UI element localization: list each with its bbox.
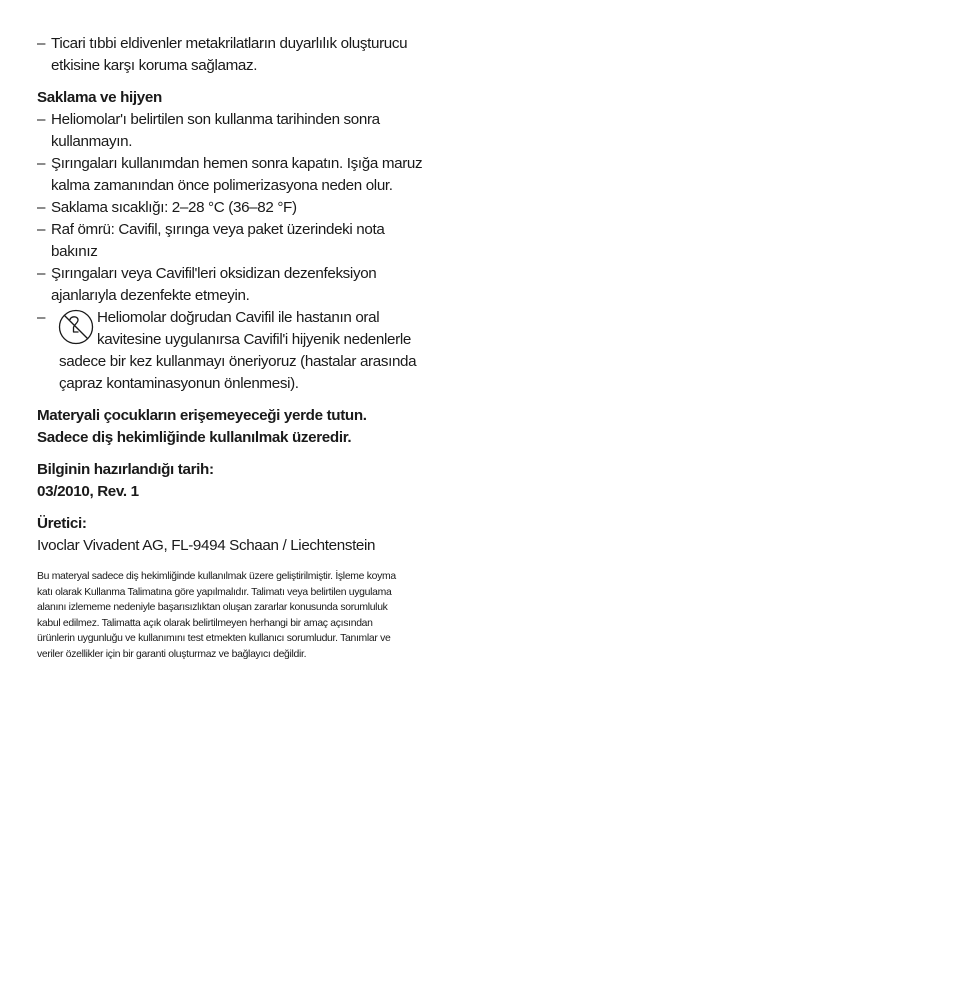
bullet-line: Saklama sıcaklığı: 2–28 °C (36–82 °F) xyxy=(51,199,297,216)
bullet-line: Heliomolar doğrudan Cavifil ile hastanın oral xyxy=(97,309,380,326)
storage-bullet xyxy=(37,109,457,153)
bullet-line: etkisine karşı koruma sağlamaz. xyxy=(51,57,258,74)
warning-line: Materyali çocukların erişemeyeceği yerde tutun. xyxy=(37,407,367,424)
bullet-text xyxy=(51,197,457,219)
bullet-line: çapraz kontaminasyonun önlenmesi). xyxy=(59,375,299,392)
disclaimer-line: kabul edilmez. Talimatta açık olarak belirtilmeyen herhangi bir amaç açısından xyxy=(37,617,373,629)
manufacturer-label: Üretici: xyxy=(37,515,87,532)
disclaimer-line: Bu materyal sadece diş hekimliğinde kullanılmak üzere geliştirilmiştir. İşleme koyma xyxy=(37,571,396,582)
bullet-text xyxy=(51,33,457,77)
bullet-line: Heliomolar'ı belirtilen son kullanma tarihinden sonra xyxy=(51,111,380,128)
storage-bullet xyxy=(37,219,457,263)
bullet-line: Şırıngaları veya Cavifil'leri oksidizan dezenfeksiyon xyxy=(51,265,377,282)
bullet-line: kavitesine uygulanırsa Cavifil'i hijyenik nedenlerle xyxy=(97,331,411,348)
storage-bullet xyxy=(37,197,457,219)
bullet-line: kullanmayın. xyxy=(51,133,133,150)
disclaimer-line: veriler özellikler için bir garanti oluşturmaz ve bağlayıcı değildir. xyxy=(37,648,307,660)
bullet-dash: – xyxy=(37,35,46,52)
bullet-text xyxy=(51,109,457,153)
disclaimer-line: katı olarak Kullanma Talimatına göre yapılmalıdır. Talimatı veya belirtilen uygulama xyxy=(37,586,392,598)
bullet-line: Şırıngaları kullanımdan hemen sonra kapatın. Işığa maruz xyxy=(51,155,423,172)
bullet-text xyxy=(51,153,457,197)
bullet-dash: – xyxy=(37,111,46,128)
manufacturer-block xyxy=(37,513,457,557)
bullet-dash: – xyxy=(37,199,46,216)
disclaimer-line: ürünlerin uygunluğu ve kullanımını test etmekten kullanıcı sorumludur. Tanımlar ve xyxy=(37,633,391,644)
warning-line: Sadece diş hekimliğinde kullanılmak üzeredir. xyxy=(37,429,352,446)
bullet-line: kalma zamanından önce polimerizasyona neden olur. xyxy=(51,177,393,194)
date-block xyxy=(37,459,457,503)
manufacturer-value: Ivoclar Vivadent AG, FL-9494 Schaan / Liechtenstein xyxy=(37,537,376,554)
disclaimer-line: alanını izlememe nedeniyle başarısızlıktan oluşan zararlar konusunda sorumluluk xyxy=(37,602,388,613)
document-page xyxy=(37,33,457,662)
bullet-line: bakınız xyxy=(51,243,98,260)
bullet-dash: – xyxy=(37,221,46,238)
bullet-dash: – xyxy=(37,155,46,172)
bullet-line: sadece bir kez kullanmayı öneriyoruz (hastalar arasında xyxy=(59,353,417,370)
warning-block xyxy=(37,405,457,449)
bullet-line: Ticari tıbbi eldivenler metakrilatların duyarlılık oluşturucu xyxy=(51,35,408,52)
storage-heading: Saklama ve hijyen xyxy=(37,89,162,106)
disclaimer xyxy=(37,569,449,662)
date-value: 03/2010, Rev. 1 xyxy=(37,483,139,500)
intro-bullet xyxy=(37,33,457,77)
bullet-dash: – xyxy=(37,265,46,282)
bullet-text xyxy=(51,263,457,307)
storage-bullet xyxy=(37,153,457,197)
bullet-dash: – xyxy=(37,309,46,326)
bullet-line: ajanlarıyla dezenfekte etmeyin. xyxy=(51,287,250,304)
do-not-reuse-icon xyxy=(57,308,95,346)
single-use-bullet xyxy=(37,307,457,395)
bullet-line: Raf ömrü: Cavifil, şırınga veya paket üzerindeki nota xyxy=(51,221,385,238)
bullet-text xyxy=(51,219,457,263)
date-label: Bilginin hazırlandığı tarih: xyxy=(37,461,214,478)
storage-bullet xyxy=(37,263,457,307)
